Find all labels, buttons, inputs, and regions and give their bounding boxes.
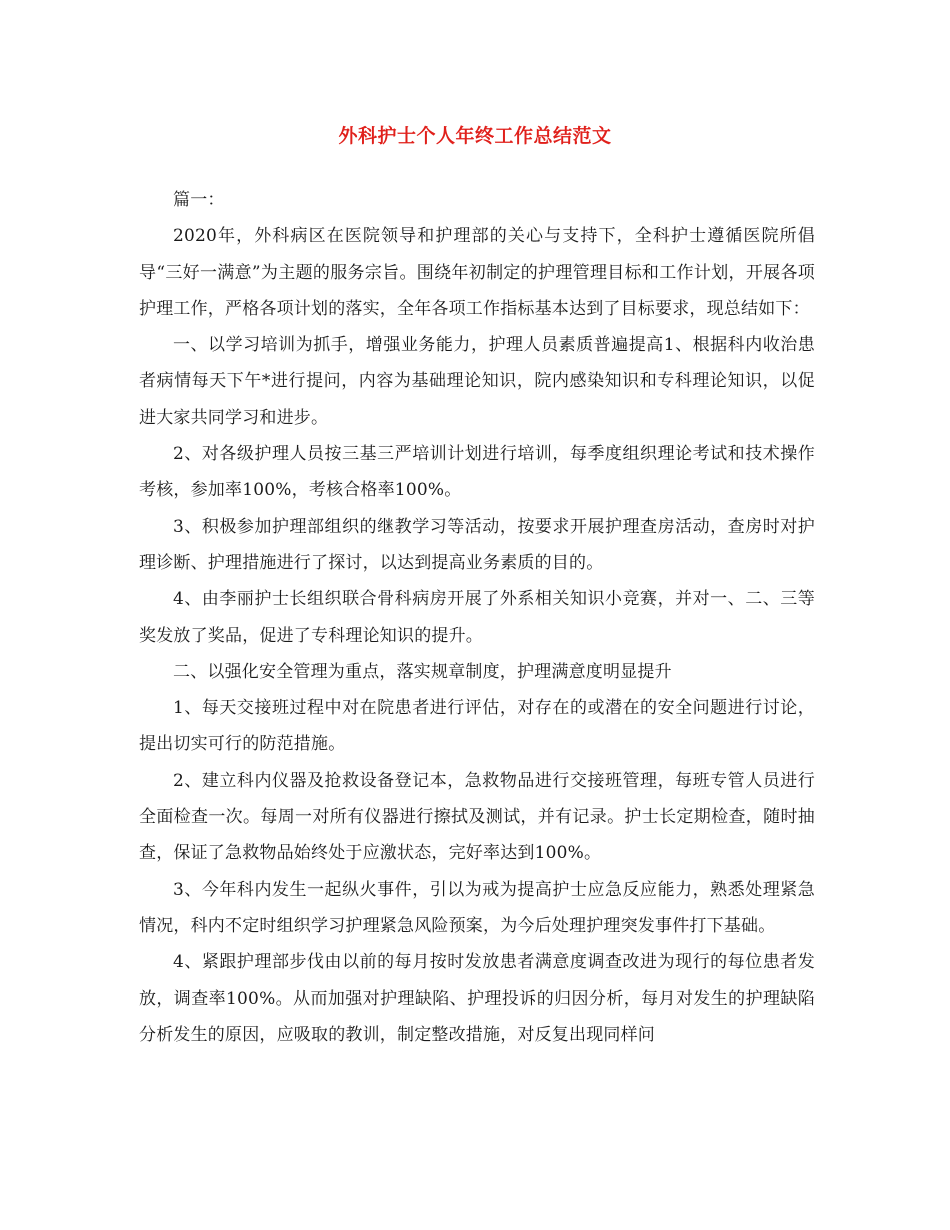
paragraph-safety-3: 3、今年科内发生一起纵火事件，引以为戒为提高护士应急反应能力，熟悉处理紧急情况，科内不定时组织学习护理紧急风险预案，为今后处理护理突发事件打下基础。 <box>139 879 815 936</box>
document-body <box>139 182 815 1053</box>
document-title: 外科护士个人年终工作总结范文 <box>338 125 612 147</box>
paragraph-training-3: 3、积极参加护理部组织的继教学习等活动，按要求开展护理查房活动，查房时对护理诊断、护理措施进行了探讨，以达到提高业务素质的目的。 <box>139 516 815 573</box>
paragraph-training-4: 4、由李丽护士长组织联合骨科病房开展了外系相关知识小竞赛，并对一、二、三等奖发放了奖品，促进了专科理论知识的提升。 <box>139 589 815 646</box>
paragraph-safety-2: 2、建立科内仪器及抢救设备登记本，急救物品进行交接班管理，每班专管人员进行全面检查一次。每周一对所有仪器进行擦拭及测试，并有记录。护士长定期检查，随时抽查，保证了急救物品始终处于应激状态，完好率达到100%。 <box>139 770 815 864</box>
paragraph-training-2: 2、对各级护理人员按三基三严培训计划进行培训，每季度组织理论考试和技术操作考核，参加率100%，考核合格率100%。 <box>139 444 815 501</box>
paragraph-training-1: 一、以学习培训为抓手，增强业务能力，护理人员素质普遍提高1、根据科内收治患者病情每天下午*进行提问，内容为基础理论知识，院内感染知识和专科理论知识，以促进大家共同学习和进步。 <box>139 335 815 428</box>
paragraph-safety-heading: 二、以强化安全管理为重点，落实规章制度，护理满意度明显提升 <box>173 661 672 682</box>
paragraph-section-label: 篇一： <box>173 190 225 210</box>
paragraph-intro: 2020年，外科病区在医院领导和护理部的关心与支持下，全科护士遵循医院所倡导“三好一满意”为主题的服务宗旨。围绕年初制定的护理管理目标和工作计划，开展各项护理工作，严格各项计划的落实，全年各项工作指标基本达到了目标要求，现总结如下： <box>139 226 815 319</box>
paragraph-safety-4: 4、紧跟护理部步伐由以前的每月按时发放患者满意度调查改进为现行的每位患者发放，调查率100%。从而加强对护理缺陷、护理投诉的归因分析，每月对发生的护理缺陷分析发生的原因，应吸取的教训，制定整改措施，对反复出现同样问 <box>139 952 815 1045</box>
paragraph-safety-1: 1、每天交接班过程中对在院患者进行评估，对存在的或潜在的安全问题进行讨论，提出切实可行的防范措施。 <box>139 698 815 755</box>
